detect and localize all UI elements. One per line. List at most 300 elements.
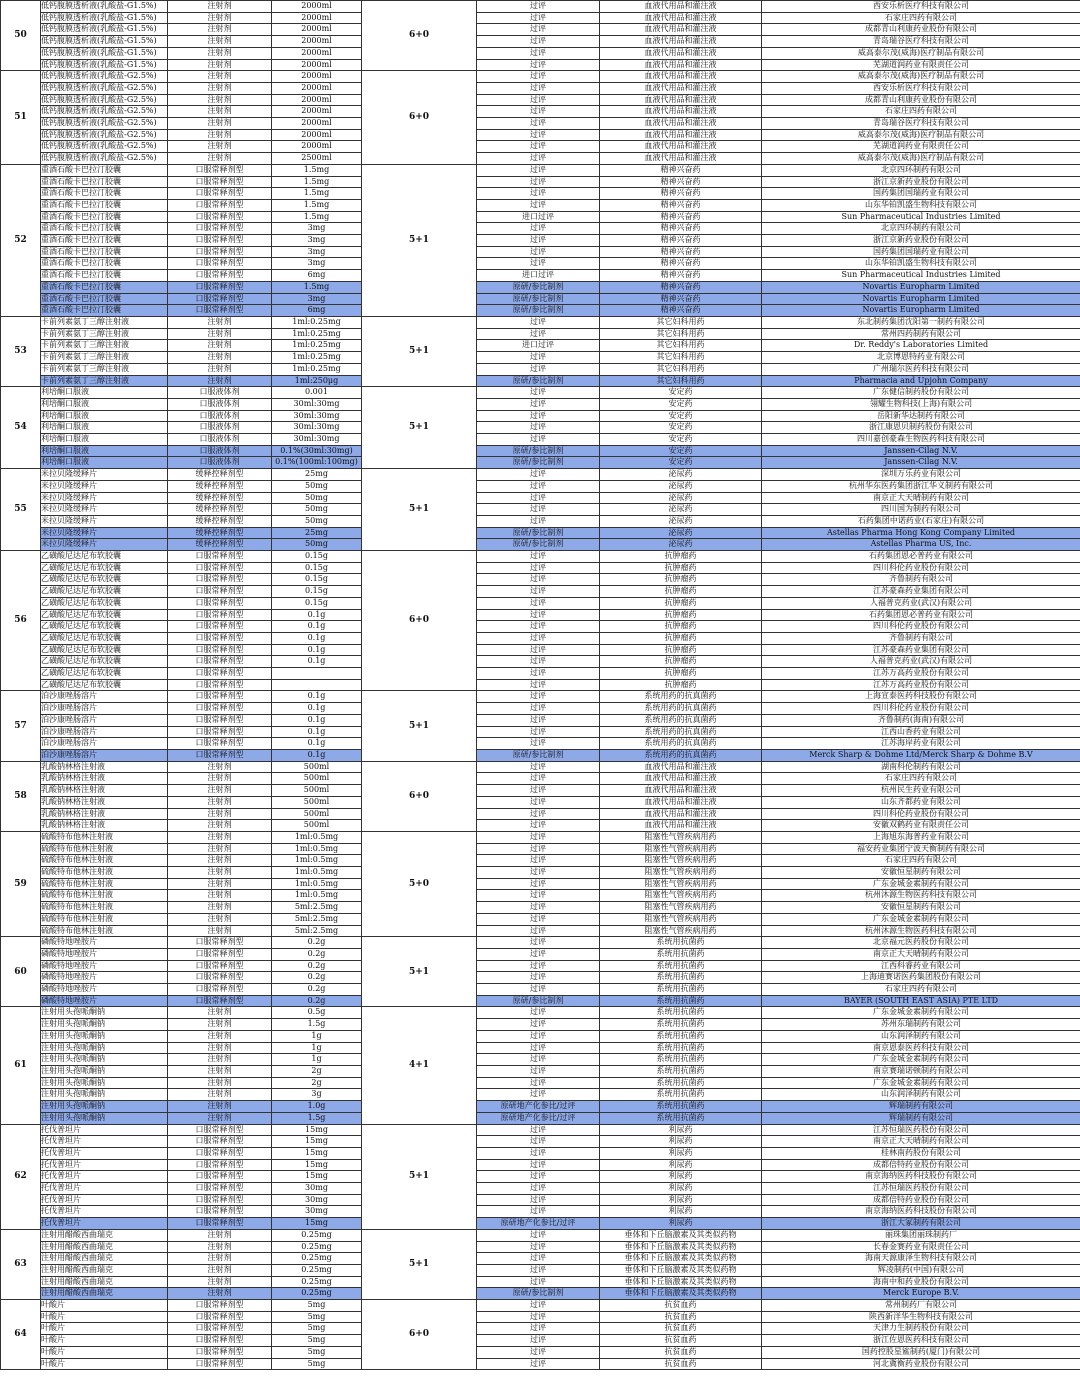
table-row xyxy=(1,59,1080,71)
category-cell: 阻塞性气管疾病用药 xyxy=(600,925,762,937)
category-cell: 抗肿瘤药 xyxy=(600,644,762,656)
category-cell: 血液代用品和灌注液 xyxy=(600,59,762,71)
status-cell: 过评 xyxy=(477,82,600,94)
company-cell: BAYER (SOUTH EAST ASIA) PTE LTD xyxy=(762,995,1080,1007)
drug-name-cell: 乳酸钠林格注射液 xyxy=(41,796,168,808)
category-cell: 血液代用品和灌注液 xyxy=(600,773,762,785)
table-row xyxy=(1,246,1080,258)
company-cell: 南京恩泰医药科技有限公司 xyxy=(762,1042,1080,1054)
drug-name-cell: 米拉贝隆缓释片 xyxy=(41,469,168,481)
dosage-form-cell: 注射剂 xyxy=(168,24,272,36)
spec-cell: 5ml:2.5mg xyxy=(272,913,362,925)
spec-cell: 30ml:30mg xyxy=(272,422,362,434)
status-cell: 过评 xyxy=(477,1206,600,1218)
category-cell: 精神兴奋药 xyxy=(600,223,762,235)
spec-cell: 3g xyxy=(272,1089,362,1101)
drug-name-cell: 低钙腹膜透析液(乳酸盐-G1.5%) xyxy=(41,36,168,48)
dosage-form-cell: 口服常释剂型 xyxy=(168,176,272,188)
dosage-form-cell: 口服常释剂型 xyxy=(168,1136,272,1148)
dosage-form-cell: 口服常释剂型 xyxy=(168,1300,272,1312)
spec-cell xyxy=(272,679,362,691)
dosage-form-cell: 口服常释剂型 xyxy=(168,937,272,949)
dosage-form-cell: 口服常释剂型 xyxy=(168,668,272,680)
status-cell: 过评 xyxy=(477,1065,600,1077)
category-cell: 阻塞性气管疾病用药 xyxy=(600,878,762,890)
dosage-form-cell: 注射剂 xyxy=(168,855,272,867)
category-cell: 抗贫血药 xyxy=(600,1335,762,1347)
category-cell: 抗肿瘤药 xyxy=(600,586,762,598)
company-cell: 北京博恩特药业有限公司 xyxy=(762,352,1080,364)
status-cell: 过评 xyxy=(477,679,600,691)
dosage-form-cell: 缓释控释剂型 xyxy=(168,492,272,504)
category-cell: 系统用抗菌药 xyxy=(600,1065,762,1077)
drug-name-cell: 泊沙康唑肠溶片 xyxy=(41,726,168,738)
drug-name-cell: 磷酸特地唑胺片 xyxy=(41,960,168,972)
status-cell: 进口过评 xyxy=(477,270,600,282)
status-cell: 过评 xyxy=(477,937,600,949)
company-cell: Astellas Pharma Hong Kong Company Limited xyxy=(762,527,1080,539)
drug-name-cell: 注射用头孢哌酮钠 xyxy=(41,1030,168,1042)
spec-cell: 0.1g xyxy=(272,609,362,621)
status-cell: 过评 xyxy=(477,328,600,340)
status-cell: 过评 xyxy=(477,562,600,574)
drug-name-cell: 乙磺酸尼达尼布软胶囊 xyxy=(41,679,168,691)
status-cell: 过评 xyxy=(477,12,600,24)
drug-name-cell: 低钙腹膜透析液(乳酸盐-G1.5%) xyxy=(41,59,168,71)
drug-name-cell: 注射用头孢哌酮钠 xyxy=(41,1042,168,1054)
drug-name-cell: 注射用头孢哌酮钠 xyxy=(41,1077,168,1089)
spec-cell: 500ml xyxy=(272,808,362,820)
quota-cell: 6+0 xyxy=(362,1,477,71)
company-cell: 江苏万高药业股份有限公司 xyxy=(762,679,1080,691)
spec-cell: 0.1g xyxy=(272,726,362,738)
status-cell: 过评 xyxy=(477,1241,600,1253)
company-cell: 山东华铂凯盛生物科技有限公司 xyxy=(762,199,1080,211)
quota-cell: 5+1 xyxy=(362,1229,477,1299)
company-cell: 杭州民生药业有限公司 xyxy=(762,785,1080,797)
table-row xyxy=(1,597,1080,609)
table-row xyxy=(1,1229,1080,1241)
dosage-form-cell: 口服常释剂型 xyxy=(168,1323,272,1335)
status-cell: 过评 xyxy=(477,773,600,785)
dosage-form-cell: 注射剂 xyxy=(168,141,272,153)
status-cell: 原研/参比制剂 xyxy=(477,281,600,293)
drug-name-cell: 托伐普坦片 xyxy=(41,1206,168,1218)
spec-cell: 0.2g xyxy=(272,960,362,972)
category-cell: 血液代用品和灌注液 xyxy=(600,36,762,48)
drug-name-cell: 米拉贝隆缓释片 xyxy=(41,504,168,516)
spec-cell: 15mg xyxy=(272,1159,362,1171)
drug-name-cell: 利培酮口服液 xyxy=(41,422,168,434)
category-cell: 精神兴奋药 xyxy=(600,281,762,293)
table-row xyxy=(1,1276,1080,1288)
dosage-form-cell: 缓释控释剂型 xyxy=(168,504,272,516)
dosage-form-cell: 口服常释剂型 xyxy=(168,679,272,691)
dosage-form-cell: 注射剂 xyxy=(168,1101,272,1113)
status-cell: 过评 xyxy=(477,363,600,375)
category-cell: 系统用抗菌药 xyxy=(600,1019,762,1031)
drug-name-cell: 乙磺酸尼达尼布软胶囊 xyxy=(41,586,168,598)
drug-name-cell: 叶酸片 xyxy=(41,1358,168,1370)
quota-cell: 5+0 xyxy=(362,831,477,936)
spec-cell: 0.001 xyxy=(272,387,362,399)
table-row xyxy=(1,410,1080,422)
company-cell: 成都青山利康药业股份有限公司 xyxy=(762,94,1080,106)
spec-cell: 15mg xyxy=(272,1218,362,1230)
category-cell: 利尿药 xyxy=(600,1159,762,1171)
drug-name-cell: 叶酸片 xyxy=(41,1300,168,1312)
quota-cell: 5+1 xyxy=(362,469,477,551)
spec-cell: 1.5mg xyxy=(272,176,362,188)
drug-name-cell: 泊沙康唑肠溶片 xyxy=(41,738,168,750)
drug-name-cell: 乙磺酸尼达尼布软胶囊 xyxy=(41,621,168,633)
drug-name-cell: 托伐普坦片 xyxy=(41,1218,168,1230)
company-cell: 河北冀衡药业股份有限公司 xyxy=(762,1358,1080,1370)
spec-cell: 0.1g xyxy=(272,703,362,715)
dosage-form-cell: 注射剂 xyxy=(168,761,272,773)
category-cell: 系统用抗菌药 xyxy=(600,984,762,996)
spec-cell: 1g xyxy=(272,1030,362,1042)
status-cell: 过评 xyxy=(477,106,600,118)
category-cell: 血液代用品和灌注液 xyxy=(600,129,762,141)
drug-name-cell: 重酒石酸卡巴拉汀胶囊 xyxy=(41,258,168,270)
status-cell: 过评 xyxy=(477,1019,600,1031)
table-row xyxy=(1,1171,1080,1183)
dosage-form-cell: 口服液体剂 xyxy=(168,422,272,434)
dosage-form-cell: 口服常释剂型 xyxy=(168,984,272,996)
category-cell: 血液代用品和灌注液 xyxy=(600,141,762,153)
dosage-form-cell: 口服液体剂 xyxy=(168,445,272,457)
company-cell: 石家庄四药有限公司 xyxy=(762,773,1080,785)
table-row xyxy=(1,785,1080,797)
category-cell: 精神兴奋药 xyxy=(600,199,762,211)
company-cell: 北京福元医药股份有限公司 xyxy=(762,937,1080,949)
company-cell: 威高泰尔茂(威海)医疗制品有限公司 xyxy=(762,153,1080,165)
company-cell: 安徽双鹤药业有限责任公司 xyxy=(762,820,1080,832)
status-cell: 过评 xyxy=(477,176,600,188)
table-row xyxy=(1,352,1080,364)
table-row xyxy=(1,574,1080,586)
category-cell: 系统用抗菌药 xyxy=(600,1030,762,1042)
dosage-form-cell: 注射剂 xyxy=(168,1112,272,1124)
category-cell: 安定药 xyxy=(600,434,762,446)
category-cell: 垂体和下丘脑激素及其类似药物 xyxy=(600,1288,762,1300)
status-cell: 过评 xyxy=(477,890,600,902)
table-row xyxy=(1,1335,1080,1347)
spec-cell: 0.1g xyxy=(272,644,362,656)
company-cell: 广东健信制药股份有限公司 xyxy=(762,387,1080,399)
spec-cell: 3mg xyxy=(272,293,362,305)
company-cell: 广东金城金素制药有限公司 xyxy=(762,913,1080,925)
company-cell: 四川科伦药业股份有限公司 xyxy=(762,808,1080,820)
dosage-form-cell: 口服常释剂型 xyxy=(168,1194,272,1206)
company-cell: Pharmacia and Upjohn Company xyxy=(762,375,1080,387)
table-row xyxy=(1,12,1080,24)
table-row xyxy=(1,235,1080,247)
company-cell: 四川科伦药业股份有限公司 xyxy=(762,621,1080,633)
table-row xyxy=(1,1019,1080,1031)
table-row xyxy=(1,469,1080,481)
company-cell: 石药集团中诺药业(石家庄)有限公司 xyxy=(762,515,1080,527)
category-cell: 泌尿药 xyxy=(600,492,762,504)
dosage-form-cell: 注射剂 xyxy=(168,1253,272,1265)
dosage-form-cell: 口服常释剂型 xyxy=(168,995,272,1007)
drug-name-cell: 泊沙康唑肠溶片 xyxy=(41,714,168,726)
table-row xyxy=(1,761,1080,773)
drug-name-cell: 重酒石酸卡巴拉汀胶囊 xyxy=(41,176,168,188)
dosage-form-cell: 口服常释剂型 xyxy=(168,211,272,223)
dosage-form-cell: 注射剂 xyxy=(168,808,272,820)
dosage-form-cell: 注射剂 xyxy=(168,867,272,879)
category-cell: 系统用抗菌药 xyxy=(600,1101,762,1113)
spec-cell: 1ml:0.5mg xyxy=(272,831,362,843)
table-row-reference xyxy=(1,445,1080,457)
table-row xyxy=(1,36,1080,48)
company-cell: 威高泰尔茂(威海)医疗制品有限公司 xyxy=(762,129,1080,141)
table-row xyxy=(1,141,1080,153)
spec-cell: 2g xyxy=(272,1077,362,1089)
table-row-reference xyxy=(1,750,1080,762)
spec-cell: 0.5g xyxy=(272,1007,362,1019)
table-row xyxy=(1,1065,1080,1077)
drug-name-cell: 注射用醋酸西曲瑞克 xyxy=(41,1253,168,1265)
dosage-form-cell: 注射剂 xyxy=(168,1065,272,1077)
status-cell: 过评 xyxy=(477,1358,600,1370)
dosage-form-cell: 口服常释剂型 xyxy=(168,1183,272,1195)
status-cell: 过评 xyxy=(477,1136,600,1148)
company-cell: 江苏豪森药业集团有限公司 xyxy=(762,586,1080,598)
dosage-form-cell: 口服常释剂型 xyxy=(168,644,272,656)
status-cell: 过评 xyxy=(477,761,600,773)
company-cell: 桂林南药股份有限公司 xyxy=(762,1147,1080,1159)
category-cell: 抗肿瘤药 xyxy=(600,597,762,609)
category-cell: 利尿药 xyxy=(600,1171,762,1183)
category-cell: 血液代用品和灌注液 xyxy=(600,796,762,808)
dosage-form-cell: 注射剂 xyxy=(168,1241,272,1253)
spec-cell: 0.15g xyxy=(272,586,362,598)
spec-cell: 1.5g xyxy=(272,1112,362,1124)
company-cell: 成都青山利康药业股份有限公司 xyxy=(762,24,1080,36)
drug-name-cell: 硫酸特布他林注射液 xyxy=(41,855,168,867)
dosage-form-cell: 注射剂 xyxy=(168,71,272,83)
dosage-form-cell: 口服常释剂型 xyxy=(168,199,272,211)
table-row xyxy=(1,1241,1080,1253)
dosage-form-cell: 口服常释剂型 xyxy=(168,551,272,563)
dosage-form-cell: 口服常释剂型 xyxy=(168,1147,272,1159)
drug-name-cell: 低钙腹膜透析液(乳酸盐-G1.5%) xyxy=(41,1,168,13)
company-cell: 北京四环制药有限公司 xyxy=(762,223,1080,235)
category-cell: 利尿药 xyxy=(600,1183,762,1195)
status-cell: 原研/参比制剂 xyxy=(477,305,600,317)
company-cell: 威高泰尔茂(威海)医疗制品有限公司 xyxy=(762,71,1080,83)
company-cell: 江西山香药业有限公司 xyxy=(762,726,1080,738)
category-cell: 利尿药 xyxy=(600,1218,762,1230)
category-cell: 系统用抗菌药 xyxy=(600,1089,762,1101)
category-cell: 利尿药 xyxy=(600,1147,762,1159)
spec-cell: 0.15g xyxy=(272,597,362,609)
category-cell: 系统用抗菌药 xyxy=(600,1112,762,1124)
status-cell: 过评 xyxy=(477,141,600,153)
category-cell: 系统用抗菌药 xyxy=(600,995,762,1007)
status-cell: 原研/参比制剂 xyxy=(477,293,600,305)
status-cell: 过评 xyxy=(477,972,600,984)
table-row xyxy=(1,1124,1080,1136)
status-cell: 过评 xyxy=(477,422,600,434)
drug-name-cell: 卡前列素氨丁三醇注射液 xyxy=(41,363,168,375)
company-cell: 广东金城金素制药有限公司 xyxy=(762,1077,1080,1089)
category-cell: 系统用抗菌药 xyxy=(600,1042,762,1054)
spec-cell: 2000ml xyxy=(272,82,362,94)
status-cell: 过评 xyxy=(477,1124,600,1136)
dosage-form-cell: 缓释控释剂型 xyxy=(168,469,272,481)
table-row xyxy=(1,984,1080,996)
spec-cell: 1g xyxy=(272,1054,362,1066)
spec-cell: 1.0g xyxy=(272,1101,362,1113)
drug-name-cell: 乙磺酸尼达尼布软胶囊 xyxy=(41,562,168,574)
status-cell: 过评 xyxy=(477,1089,600,1101)
status-cell: 过评 xyxy=(477,1311,600,1323)
company-cell: Novartis Europharm Limited xyxy=(762,305,1080,317)
drug-name-cell: 重酒石酸卡巴拉汀胶囊 xyxy=(41,270,168,282)
company-cell: 辉瑞制药有限公司 xyxy=(762,1101,1080,1113)
dosage-form-cell: 口服常释剂型 xyxy=(168,246,272,258)
company-cell: 青岛瑞谷医疗科技有限公司 xyxy=(762,36,1080,48)
table-row xyxy=(1,1007,1080,1019)
spec-cell: 1.5g xyxy=(272,1019,362,1031)
status-cell: 过评 xyxy=(477,948,600,960)
category-cell: 系统用抗菌药 xyxy=(600,1007,762,1019)
drug-name-cell: 叶酸片 xyxy=(41,1311,168,1323)
drug-name-cell: 硫酸特布他林注射液 xyxy=(41,867,168,879)
drug-name-cell: 乙磺酸尼达尼布软胶囊 xyxy=(41,551,168,563)
dosage-form-cell: 口服液体剂 xyxy=(168,387,272,399)
drug-name-cell: 乳酸钠林格注射液 xyxy=(41,761,168,773)
drug-name-cell: 低钙腹膜透析液(乳酸盐-G2.5%) xyxy=(41,129,168,141)
drug-name-cell: 低钙腹膜透析液(乳酸盐-G2.5%) xyxy=(41,82,168,94)
company-cell: 辉凌制药(中国)有限公司 xyxy=(762,1264,1080,1276)
company-cell: 石家庄四药有限公司 xyxy=(762,984,1080,996)
company-cell: 山东润泽制药有限公司 xyxy=(762,1030,1080,1042)
group-number-cell: 51 xyxy=(1,71,41,165)
company-cell: 长春金赛药业有限责任公司 xyxy=(762,1241,1080,1253)
category-cell: 血液代用品和灌注液 xyxy=(600,106,762,118)
spec-cell: 6mg xyxy=(272,305,362,317)
table-row xyxy=(1,188,1080,200)
status-cell: 过评 xyxy=(477,820,600,832)
spec-cell xyxy=(272,668,362,680)
dosage-form-cell: 口服液体剂 xyxy=(168,410,272,422)
status-cell: 过评 xyxy=(477,223,600,235)
table-row xyxy=(1,387,1080,399)
category-cell: 血液代用品和灌注液 xyxy=(600,118,762,130)
drug-name-cell: 重酒石酸卡巴拉汀胶囊 xyxy=(41,246,168,258)
dosage-form-cell: 口服常释剂型 xyxy=(168,164,272,176)
company-cell: 西安乐析医疗科技有限公司 xyxy=(762,1,1080,13)
status-cell: 过评 xyxy=(477,867,600,879)
drug-name-cell: 乙磺酸尼达尼布软胶囊 xyxy=(41,668,168,680)
company-cell: Dr. Reddy's Laboratories Limited xyxy=(762,340,1080,352)
spec-cell: 0.1g xyxy=(272,738,362,750)
spec-cell: 6mg xyxy=(272,270,362,282)
drug-name-cell: 硫酸特布他林注射液 xyxy=(41,878,168,890)
group-number-cell: 59 xyxy=(1,831,41,936)
status-cell: 过评 xyxy=(477,492,600,504)
drug-name-cell: 重酒石酸卡巴拉汀胶囊 xyxy=(41,211,168,223)
status-cell: 原研地产化参比/过评 xyxy=(477,1112,600,1124)
status-cell: 过评 xyxy=(477,480,600,492)
dosage-form-cell: 口服常释剂型 xyxy=(168,948,272,960)
spec-cell: 5ml:2.5mg xyxy=(272,925,362,937)
company-cell: 福安药业集团宁波天衡制药有限公司 xyxy=(762,843,1080,855)
status-cell: 原研/参比制剂 xyxy=(477,375,600,387)
category-cell: 泌尿药 xyxy=(600,469,762,481)
dosage-form-cell: 口服常释剂型 xyxy=(168,972,272,984)
drug-name-cell: 叶酸片 xyxy=(41,1346,168,1358)
spec-cell: 0.1g xyxy=(272,750,362,762)
category-cell: 系统用抗菌药 xyxy=(600,1054,762,1066)
category-cell: 抗贫血药 xyxy=(600,1323,762,1335)
spec-cell: 2000ml xyxy=(272,1,362,13)
table-row xyxy=(1,1346,1080,1358)
category-cell: 其它妇科用药 xyxy=(600,375,762,387)
spec-cell: 1g xyxy=(272,1042,362,1054)
status-cell: 过评 xyxy=(477,726,600,738)
drug-name-cell: 乙磺酸尼达尼布软胶囊 xyxy=(41,644,168,656)
table-row xyxy=(1,586,1080,598)
category-cell: 阻塞性气管疾病用药 xyxy=(600,902,762,914)
table-row xyxy=(1,316,1080,328)
status-cell: 过评 xyxy=(477,1171,600,1183)
status-cell: 过评 xyxy=(477,1276,600,1288)
spec-cell: 15mg xyxy=(272,1124,362,1136)
table-row xyxy=(1,679,1080,691)
category-cell: 垂体和下丘脑激素及其类似药物 xyxy=(600,1276,762,1288)
drug-name-cell: 硫酸特布他林注射液 xyxy=(41,913,168,925)
table-row xyxy=(1,398,1080,410)
status-cell: 过评 xyxy=(477,1300,600,1312)
table-row-reference xyxy=(1,281,1080,293)
spec-cell: 2000ml xyxy=(272,118,362,130)
category-cell: 安定药 xyxy=(600,387,762,399)
table-row-reference xyxy=(1,995,1080,1007)
drug-name-cell: 卡前列素氨丁三醇注射液 xyxy=(41,352,168,364)
drug-name-cell: 注射用头孢哌酮钠 xyxy=(41,1054,168,1066)
dosage-form-cell: 口服常释剂型 xyxy=(168,1311,272,1323)
category-cell: 安定药 xyxy=(600,445,762,457)
dosage-form-cell: 口服常释剂型 xyxy=(168,703,272,715)
table-row xyxy=(1,878,1080,890)
dosage-form-cell: 口服常释剂型 xyxy=(168,726,272,738)
category-cell: 血液代用品和灌注液 xyxy=(600,47,762,59)
dosage-form-cell: 口服常释剂型 xyxy=(168,1335,272,1347)
dosage-form-cell: 口服常释剂型 xyxy=(168,597,272,609)
table-row xyxy=(1,363,1080,375)
dosage-form-cell: 口服液体剂 xyxy=(168,398,272,410)
table-row xyxy=(1,890,1080,902)
table-row-reference xyxy=(1,305,1080,317)
category-cell: 其它妇科用药 xyxy=(600,352,762,364)
spec-cell: 2000ml xyxy=(272,59,362,71)
company-cell: 芜湖道润药业有限责任公司 xyxy=(762,141,1080,153)
drug-name-cell: 注射用头孢哌酮钠 xyxy=(41,1101,168,1113)
dosage-form-cell: 口服常释剂型 xyxy=(168,609,272,621)
table-row xyxy=(1,82,1080,94)
drug-name-cell: 叶酸片 xyxy=(41,1335,168,1347)
company-cell: 成都倍特药业股份有限公司 xyxy=(762,1194,1080,1206)
category-cell: 抗肿瘤药 xyxy=(600,609,762,621)
spec-cell: 0.25mg xyxy=(272,1253,362,1265)
table-row xyxy=(1,492,1080,504)
